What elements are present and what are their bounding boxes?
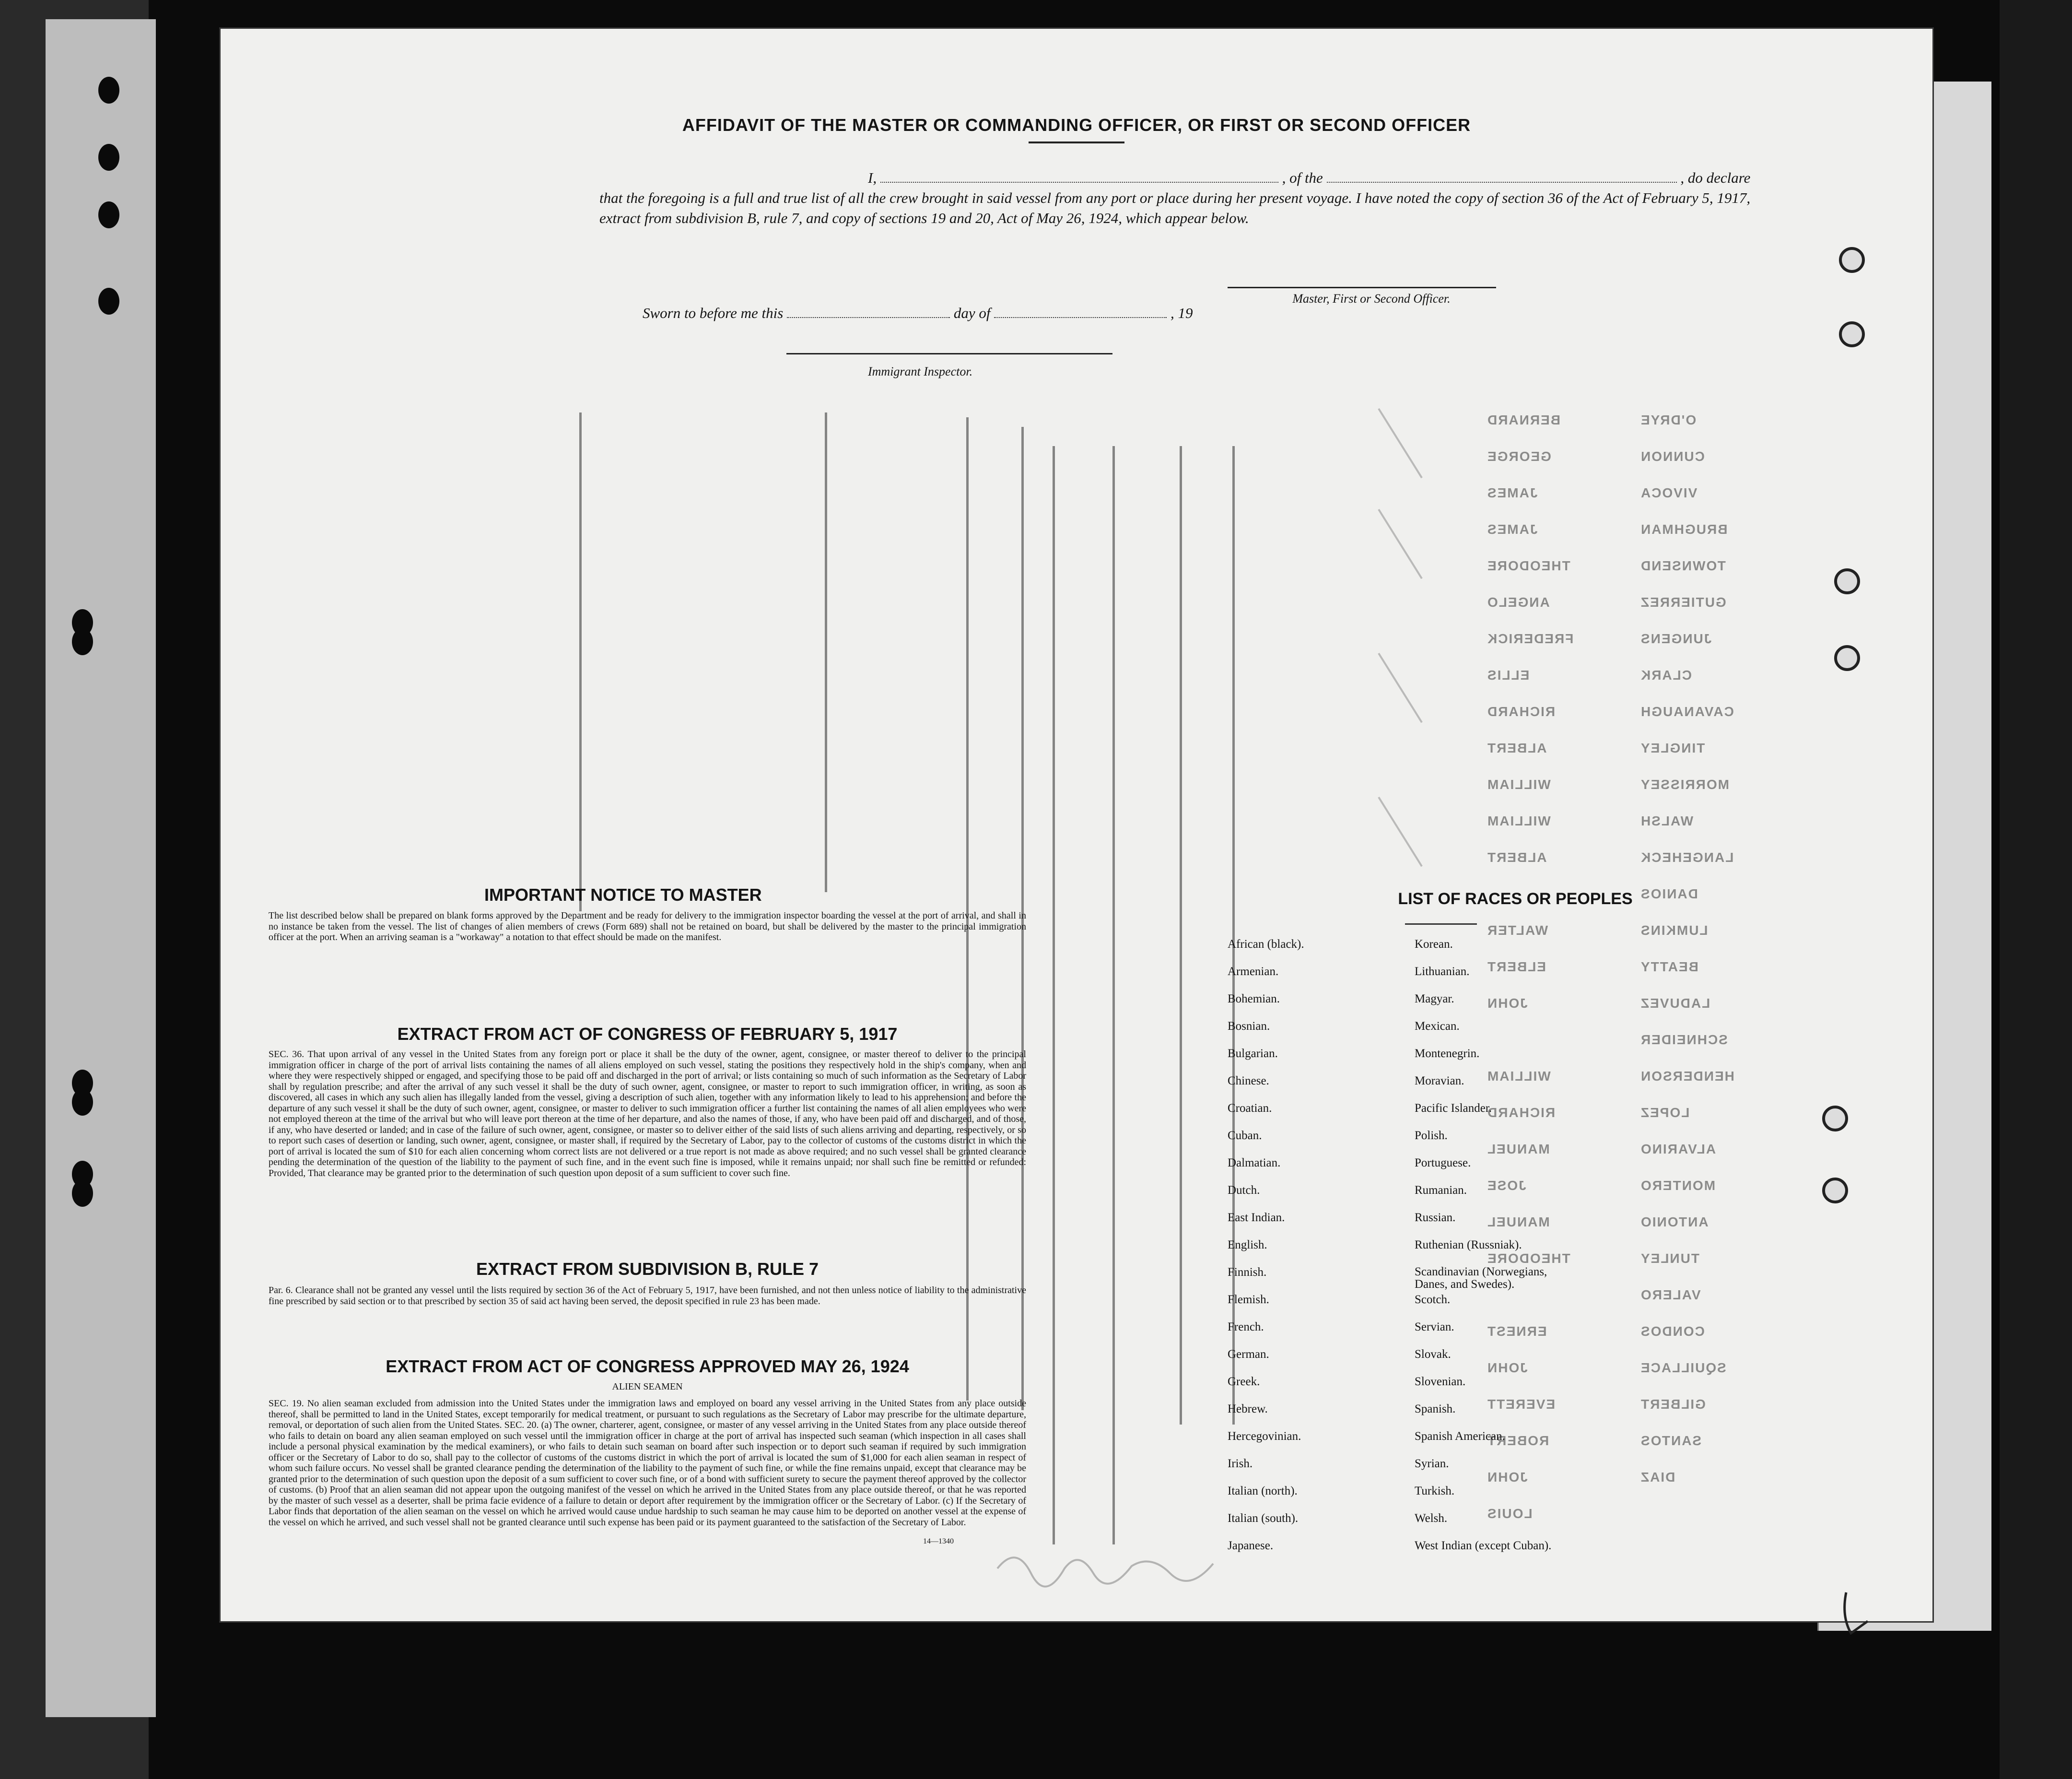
affidavit-title: AFFIDAVIT OF THE MASTER OR COMMANDING OFFICER, OR FIRST OR SECOND OFFICER [682,115,1471,135]
inspector-label: Immigrant Inspector. [868,365,973,378]
bleedthrough-name: ELLIS [1487,668,1530,683]
bleedthrough-name: SANTOS [1640,1433,1702,1448]
race-item: Japanese. [1228,1539,1274,1552]
bleedthrough-name: JOSE [1487,1178,1526,1193]
race-item: English. [1228,1238,1267,1251]
rule7-text: Par. 6. Clearance shall not be granted any vessel until the lists required by section 36 of the Act of February 5, 1917, have been furnished, and not then unless notice of liability to the administrative fine prescribed by said section or to that prescribed by section 35 of said act having been served, the deposit specified in rule 23 has been made. [269,1285,1026,1307]
race-item: Bohemian. [1228,992,1280,1005]
race-item: Irish. [1228,1457,1253,1470]
bleedthrough-name: DANIOS [1640,886,1698,901]
bleedthrough-name: ROBERT [1487,1433,1549,1448]
bleedthrough-name: TOWNSEND [1640,558,1726,573]
race-item: Spanish. [1415,1402,1456,1415]
races-rule [1405,923,1477,925]
bleedthrough-name: MORRISSEY [1640,777,1730,792]
race-item: Korean. [1415,938,1453,951]
bleedthrough-name: GUTIERREZ [1640,595,1726,610]
bleedthrough-name: ELBERT [1487,959,1546,974]
race-item: Hebrew. [1228,1402,1268,1415]
bleedthrough-name: JOHN [1487,996,1528,1011]
sworn-line: Sworn to before me this day of , 19 [643,305,1193,321]
bleedthrough-name: WALTER [1487,923,1548,938]
notice-title: IMPORTANT NOTICE TO MASTER [484,885,762,905]
race-item: Italian (south). [1228,1512,1299,1525]
bleedthrough-name: JAMES [1487,485,1538,500]
act-1924-subtitle: ALIEN SEAMEN [612,1381,683,1392]
race-item: Dalmatian. [1228,1156,1281,1169]
bleedthrough-name: BERNARD [1487,412,1560,427]
bleedthrough-name: VALERO [1640,1287,1701,1302]
race-item: Portuguese. [1415,1156,1471,1169]
bleedthrough-name: LADUVEZ [1640,996,1710,1011]
race-item: Ruthenian (Russniak). [1415,1238,1522,1251]
bleedthrough-name: GEORGE [1487,449,1551,464]
corner-check-mark [1837,1588,1875,1640]
bleedthrough-name: CAVANAUGH [1640,704,1734,719]
form-number: 14—1340 [923,1537,954,1545]
bleedthrough-name: RICHARD [1487,1105,1556,1120]
bleedthrough-name: LANGEHECK [1640,850,1734,865]
races-title: LIST OF RACES OR PEOPLES [1398,890,1633,908]
race-item: Syrian. [1415,1457,1449,1470]
bleedthrough-name: LOPEZ [1640,1105,1690,1120]
race-item: Polish. [1415,1129,1448,1142]
race-item: Italian (north). [1228,1484,1298,1497]
bleedthrough-name: SQUILLACE [1640,1360,1726,1375]
bleedthrough-name: CUNNON [1640,449,1705,464]
act-1917-title: EXTRACT FROM ACT OF CONGRESS OF FEBRUARY 5, 1917 [397,1024,898,1044]
bleedthrough-name: BEATTY [1640,959,1698,974]
bleedthrough-name: ALBERT [1487,850,1547,865]
race-item: Bosnian. [1228,1020,1270,1033]
bleedthrough-name: GILBERT [1640,1397,1706,1412]
right-binding-strip [2000,0,2072,1779]
race-item: Croatian. [1228,1102,1272,1115]
race-item: Cuban. [1228,1129,1262,1142]
bleedthrough-name: EVERETT [1487,1397,1556,1412]
title-rule [1029,141,1124,143]
affidavit-body-text: that the foregoing is a full and true list of all the crew brought in said vessel from any port or place during her present voyage. I have noted the copy of section 36 of the Act of February 5, 1917, extract from subdivision B, rule 7, and copy of sections 19 and 20, Act of May 26, 1924, which appear below. [599,189,1751,226]
act-1924-section [269,1356,1026,1528]
bleedthrough-name: SCHNEIDER [1640,1032,1728,1047]
race-item: Pacific Islander. [1415,1102,1492,1115]
race-item: Magyar. [1415,992,1454,1005]
bleedthrough-name: BRUGHMAN [1640,522,1728,537]
bleedthrough-name: CONDOS [1640,1324,1705,1339]
race-item: Mexican. [1415,1020,1460,1033]
bleedthrough-name: O'DRYE [1640,412,1697,427]
bleedthrough-name: TINGLEY [1640,741,1705,755]
bleedthrough-name: FREDERICK [1487,631,1574,646]
race-item: African (black). [1228,938,1304,951]
race-item: Armenian. [1228,965,1279,978]
act-1917-section [269,1024,1026,1178]
race-item: Slovenian. [1415,1375,1466,1388]
race-item: Scandinavian (Norwegians, Danes, and Swedes). [1415,1265,1547,1291]
bleedthrough-name: THEODORE [1487,1251,1570,1266]
affidavit-declaration: I, , of the , do declare that the foregoing is a full and true list of all the crew brought in said vessel from any port or place during her present voyage. I have noted the copy of section 36 of the Act of February 5, 1917, extract from subdivision B, rule 7, and copy of sections 19 and 20, Act of May 26, 1924, which appear below. [599,168,1760,228]
race-item: Chinese. [1228,1074,1269,1087]
bleedthrough-name: VIVOCA [1640,485,1697,500]
race-item: Rumanian. [1415,1184,1467,1197]
bleedthrough-name: ERNEST [1487,1324,1547,1339]
bleedthrough-name: ANGELO [1487,595,1550,610]
race-item: Finnish. [1228,1266,1267,1279]
race-item: Spanish American. [1415,1430,1505,1443]
bleedthrough-name: ALBERT [1487,741,1547,755]
left-underlying-page [46,19,156,1717]
bleedthrough-name: LUMKINS [1640,923,1708,938]
bleedthrough-name: JOHN [1487,1470,1528,1484]
race-item: Hercegovinian. [1228,1430,1301,1443]
signature-line [1228,287,1496,288]
bleedthrough-name: WALSH [1640,813,1694,828]
bleedthrough-name: THEODORE [1487,558,1570,573]
bleedthrough-name: MANUEL [1487,1142,1550,1156]
race-item: Slovak. [1415,1348,1451,1361]
faint-signature [988,1540,1228,1592]
act-1917-text: SEC. 36. That upon arrival of any vessel in the United States from any foreign port or place it shall be the duty of the owner, agent, consignee, or master thereof to deliver to the principal immigration officer in charge of the port of arrival lists containing the names of all aliens employed on such vessel, stating the positions they respectively hold in the ship's company, when and where they were respectively shipped or engaged, and specifying those to be paid off and discharged in the port of arrival; or lists containing so much of such information as the Secretary of Labor shall by regulation prescribe; and after the arrival of any such vessel it shall be the duty of such owner, agent, consignee, or master to report to such immigration officer, in writing, as soon as discovered, all cases in which any such alien has illegally landed from the vessel, giving a description of such alien, together with any information likely to lead to his apprehension; and before the departure of any such vessel it shall be the duty of such owner, agent, consignee, or master to deliver to such immigration officer a further list containing the names of all alien employees who were not employed thereon at the time of the arrival but who will leave port thereon at the time of her departure, and also the names of those, if any, who have been paid off and discharged, and of those, if any, who have deserted or landed; and in case of the failure of such owner, agent, consignee, or master so to deliver either of the said lists of such aliens arriving and departing, respectively, or so to report such cases of desertion or landing, such owner, agent, consignee, or master shall, if required by the Secretary of Labor, pay to the collector of customs of the customs district in which the port of arrival is located the sum of $10 for each alien concerning whom correct lists are not delivered or a true report is not made as above required; and no such vessel shall be granted clearance pending the determination of the question of the liability to the payment of such fine, and in the event such fine is imposed, while it remains unpaid; nor shall such fine be remitted or refunded: Provided, That clearance may be granted prior to the determination of such question upon deposit of a sum sufficient to cover such fine. [269,1049,1026,1178]
bleedthrough-name: RICHARD [1487,704,1556,719]
affidavit-page [221,29,1932,1621]
rule7-section [269,1259,1026,1307]
race-item: Moravian. [1415,1074,1464,1087]
race-item: Flemish. [1228,1293,1269,1306]
race-item: French. [1228,1320,1264,1333]
bleedthrough-name: ANTONIO [1640,1214,1709,1229]
bleedthrough-name: WILLIAM [1487,813,1551,828]
race-item: Welsh. [1415,1512,1448,1525]
race-item: Scotch. [1415,1293,1451,1306]
bleedthrough-name: WILLIAM [1487,777,1551,792]
bleedthrough-name: MONTERO [1640,1178,1716,1193]
race-item: West Indian (except Cuban). [1415,1539,1552,1552]
bleedthrough-name: DIAZ [1640,1470,1675,1484]
race-item: Greek. [1228,1375,1260,1388]
race-item: Bulgarian. [1228,1047,1278,1060]
bleedthrough-name: CLARK [1640,668,1692,683]
bleedthrough-name: HENDERSON [1640,1069,1734,1084]
bleedthrough-name: MANUEL [1487,1214,1550,1229]
race-item: German. [1228,1348,1269,1361]
notice-text: The list described below shall be prepared on blank forms approved by the Department and be ready for delivery to the immigration inspector boarding the vessel at the port of arrival, and shall in no instance be taken from the vessel. The list of changes of alien members of crews (Form 689) shall not be retained on board, but shall be delivered by the master to the principal immigration officer at the port. When an arriving seaman is a "workaway" a notation to that effect should be made on the manifest. [269,910,1026,943]
race-item: Lithuanian. [1415,965,1470,978]
race-item: East Indian. [1228,1211,1285,1224]
bleedthrough-name: JUNGENS [1640,631,1712,646]
race-item: Dutch. [1228,1184,1260,1197]
rule7-title: EXTRACT FROM SUBDIVISION B, RULE 7 [476,1259,819,1279]
race-item: Russian. [1415,1211,1456,1224]
act-1924-text: SEC. 19. No alien seaman excluded from admission into the United States under the immigration laws and employed on board any vessel arriving in the United States from any place outside thereof, shall be permitted to land in the United States, except temporarily for medical treatment, or pursuant to such regulations as the Secretary of Labor may prescribe for the ultimate departure, removal, or deportation of such alien from the United States. SEC. 20. (a) The owner, charterer, agent, consignee, or master of any vessel arriving in the United States from any place outside thereof who fails to detain on board any alien seaman employed on such vessel until the immigration officer in charge at the port of arrival has inspected such seaman (which inspection in all cases shall include a personal physical examination by the medical examiners), or who fails to detain such seaman on board after such inspection or to deport such seaman if required by such immigration officer or the Secretary of Labor to do so, shall pay to the collector of customs of the customs district in which the port of arrival is located the sum of $1,000 for each alien seaman in respect of whom such failure occurs. No vessel shall be granted clearance pending the determination of the liability to the payment of such fine, or while the fine remains unpaid, except that clearance may be granted prior to the determination of such question upon the deposit of a sum sufficient to cover such fine, or of a bond with sufficient surety to secure the payment thereof approved by the collector of customs. (b) Proof that an alien seaman did not appear upon the outgoing manifest of the vessel on which he arrived in the United States from any place outside thereof, or that he was reported by the master of such vessel as a deserter, shall be prima facie evidence of a failure to detain or deport after requirement by the immigration officer or the Secretary of Labor. (c) If the Secretary of Labor finds that deportation of the alien seaman on the vessel on which he arrived would cause undue hardship to such seaman he may cause him to be deported on another vessel at the expense of the vessel on which he arrived, and such vessel shall not be granted clearance until such expense has been paid or its payment guaranteed to the satisfaction of the Secretary of Labor. [269,1398,1026,1528]
race-item: Turkish. [1415,1484,1455,1497]
master-signature-label: Master, First or Second Officer. [1292,292,1451,306]
bleedthrough-name: JOHN [1487,1360,1528,1375]
bleedthrough-name: JAMES [1487,522,1538,537]
race-item: Servian. [1415,1320,1454,1333]
bleedthrough-name: LOUIS [1487,1506,1533,1521]
bleedthrough-name: WILLIAM [1487,1069,1551,1084]
act-1924-title: EXTRACT FROM ACT OF CONGRESS APPROVED MAY 26, 1924 [386,1356,909,1376]
inspector-line [786,353,1112,354]
race-item: Montenegrin. [1415,1047,1480,1060]
bleedthrough-name: ALVARINO [1640,1142,1716,1156]
bleedthrough-name: TUNLEY [1640,1251,1699,1266]
